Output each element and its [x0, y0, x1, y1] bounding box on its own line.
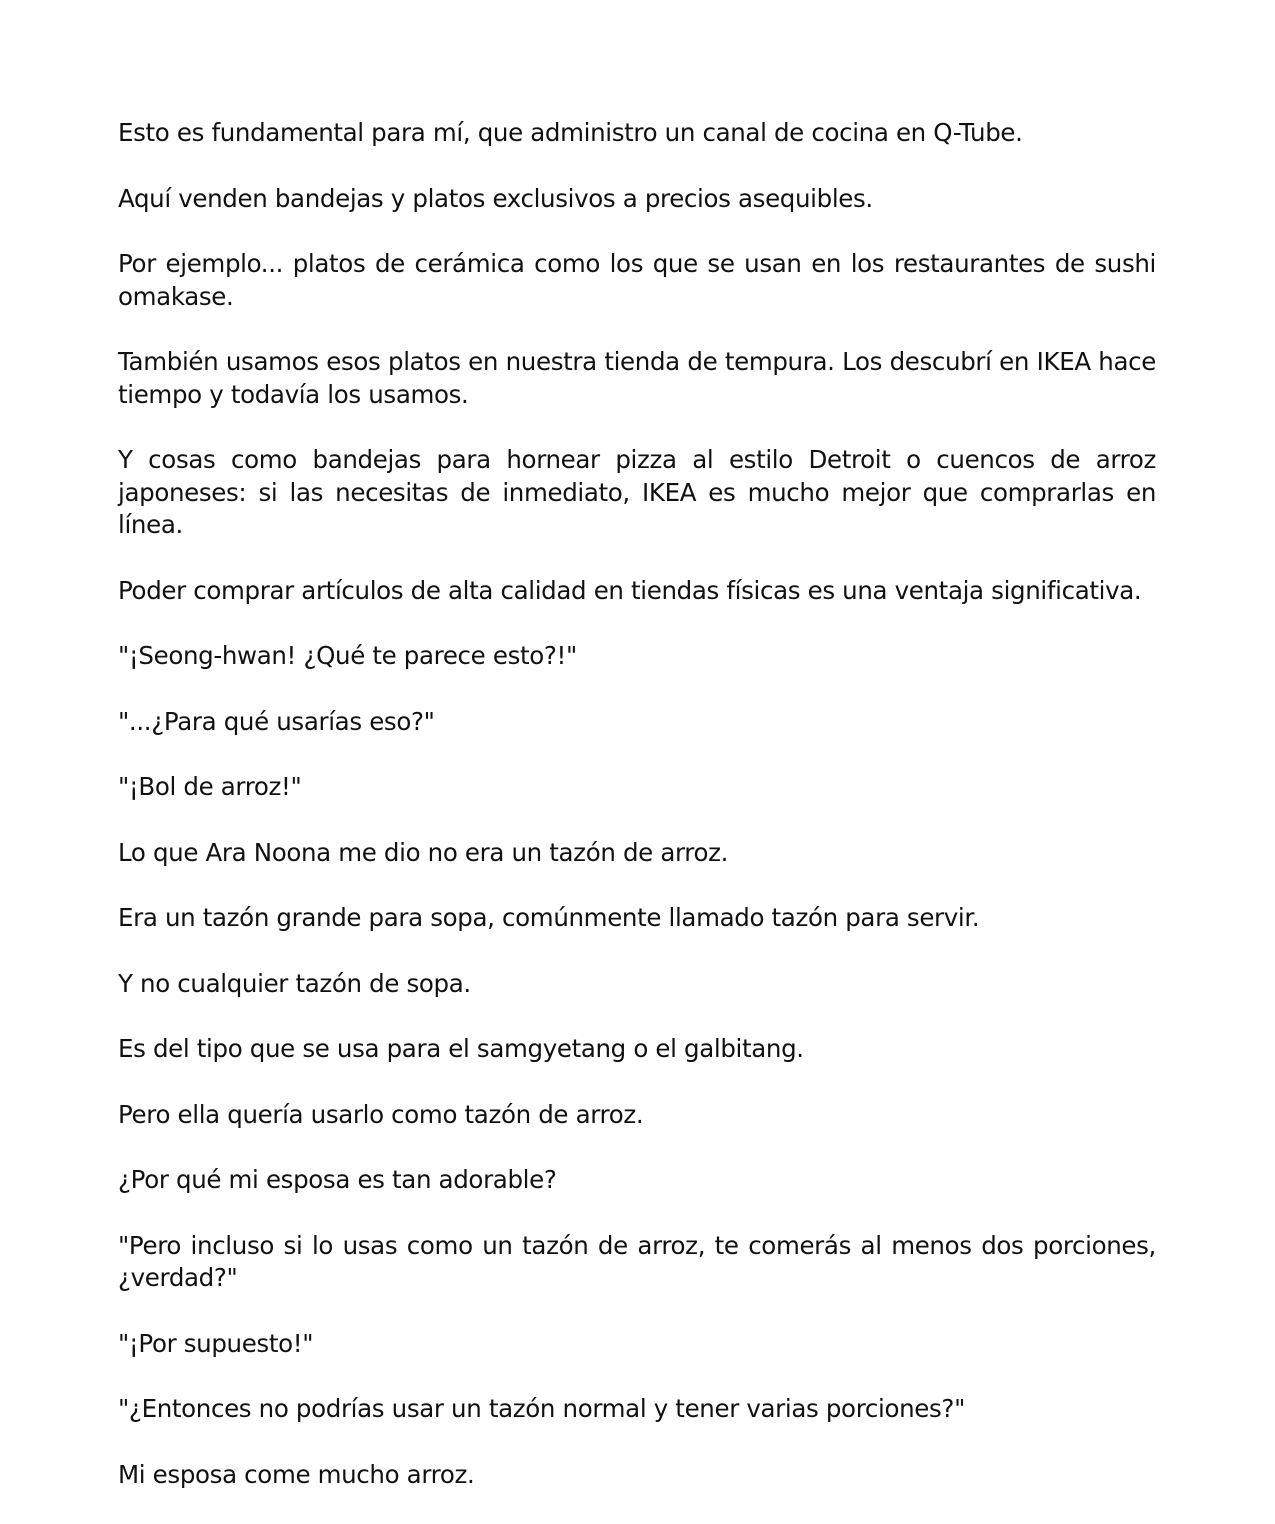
- document-page: [118, 117, 1156, 1524]
- paragraph: También usamos esos platos en nuestra tienda de tempura. Los descubrí en IKEA hace tiempo y todavía los usamos.: [118, 347, 1156, 409]
- paragraph: Pero ella quería usarlo como tazón de arroz.: [118, 1099, 644, 1129]
- paragraph: Esto es fundamental para mí, que administro un canal de cocina en Q-Tube.: [118, 118, 1023, 147]
- paragraph: Es del tipo que se usa para el samgyetang o el galbitang.: [118, 1034, 804, 1063]
- paragraph: Era un tazón grande para sopa, comúnmente llamado tazón para servir.: [118, 903, 980, 932]
- dialogue-line: "Pero incluso si lo usas como un tazón de arroz, te comerás al menos dos porciones, ¿verdad?": [118, 1230, 1156, 1292]
- paragraph: ¿Por qué mi esposa es tan adorable?: [118, 1165, 557, 1194]
- paragraph: Y no cualquier tazón de sopa.: [118, 968, 471, 998]
- dialogue-line: "¡Seong-hwan! ¿Qué te parece esto?!": [118, 641, 577, 670]
- dialogue-line: "¡Bol de arroz!": [118, 772, 302, 801]
- paragraph: Por ejemplo... platos de cerámica como los que se usan en los restaurantes de sushi omakase.: [118, 249, 1156, 311]
- paragraph: Mi esposa come mucho arroz.: [118, 1459, 475, 1489]
- dialogue-line: "¿Entonces no podrías usar un tazón normal y tener varias porciones?": [118, 1394, 965, 1423]
- dialogue-line: "...¿Para qué usarías eso?": [118, 706, 435, 736]
- paragraph: Lo que Ara Noona me dio no era un tazón de arroz.: [118, 837, 729, 867]
- dialogue-line: "¡Por supuesto!": [118, 1328, 314, 1358]
- paragraph: Y cosas como bandejas para hornear pizza al estilo Detroit o cuencos de arroz japoneses: si las necesitas de inmediato, IKEA es mucho mejor que comprarlas en línea.: [118, 445, 1156, 539]
- paragraph: Aquí venden bandejas y platos exclusivos a precios asequibles.: [118, 183, 873, 213]
- paragraph: Poder comprar artículos de alta calidad en tiendas físicas es una ventaja significativa.: [118, 575, 1142, 605]
